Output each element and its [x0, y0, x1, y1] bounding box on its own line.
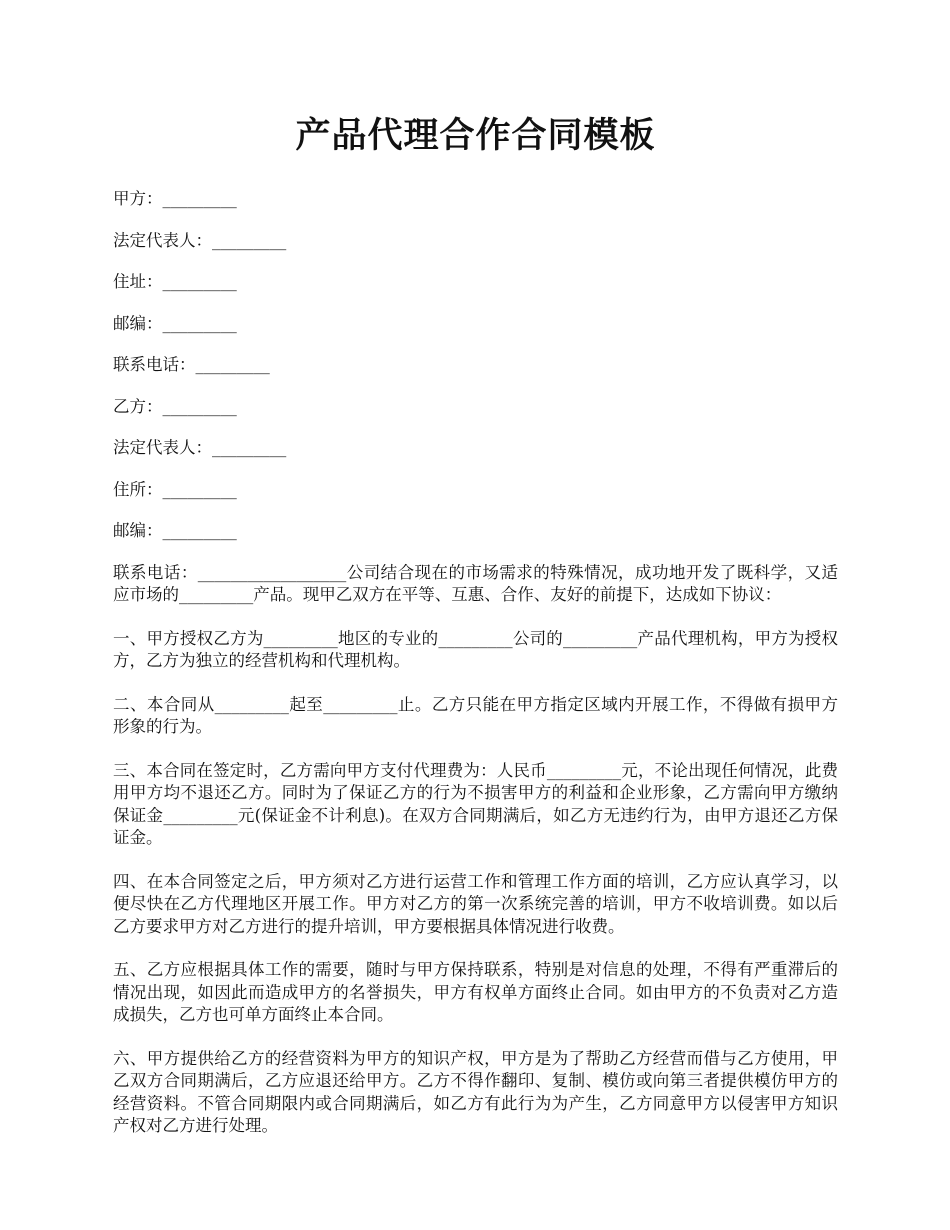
clause-1-paragraph: 一、甲方授权乙方为_________地区的专业的_________公司的_________产品代理机构，甲方为授权方，乙方为独立的经营机构和代理机构。 [113, 628, 838, 670]
party-b-residence-field: 住所：_________ [113, 479, 237, 499]
clause-6-paragraph: 六、甲方提供给乙方的经营资料为甲方的知识产权，甲方是为了帮助乙方经营而借与乙方使用，甲乙双方合同期满后，乙方应退还给甲方。乙方不得作翻印、复制、模仿或向第三者提供模仿甲方的经营资料。不管合同期限内或合同期满后，如乙方有此行为为产生，乙方同意甲方以侵害甲方知识产权对乙方进行处理。 [113, 1048, 838, 1135]
party-info-section [113, 188, 838, 542]
party-a-address-field: 住址：_________ [113, 272, 237, 291]
intro-paragraph: 联系电话：__________________公司结合现在的市场需求的特殊情况，成功地开发了既科学，又适应市场的_________产品。现甲乙双方在平等、互惠、合作、友好的前提下，达成如下协议： [113, 562, 838, 604]
clause-2-paragraph: 二、本合同从_________起至_________止。乙方只能在甲方指定区域内开展工作，不得做有损甲方形象的行为。 [113, 694, 838, 736]
party-a-field: 甲方：_________ [113, 189, 237, 208]
party-b-field: 乙方：_________ [113, 396, 237, 416]
party-b-postcode-field: 邮编：_________ [113, 521, 237, 540]
clause-3-paragraph: 三、本合同在签定时，乙方需向甲方支付代理费为：人民币_________元，不论出现任何情况，此费用甲方均不退还乙方。同时为了保证乙方的行为不损害甲方的利益和企业形象，乙方需向甲方缴纳保证金_________元(保证金不计利息)。在双方合同期满后，如乙方无违约行为，由甲方退还乙方保证金。 [113, 760, 838, 847]
party-a-legal-rep-field: 法定代表人：_________ [113, 230, 287, 250]
party-a-phone-field: 联系电话：_________ [113, 355, 270, 374]
clause-5-paragraph: 五、乙方应根据具体工作的需要，随时与甲方保持联系，特别是对信息的处理，不得有严重滞后的情况出现，如因此而造成甲方的名誉损失，甲方有权单方面终止合同。如由甲方的不负责对乙方造成损失，乙方也可单方面终止本合同。 [113, 960, 838, 1024]
party-b-legal-rep-field: 法定代表人：_________ [113, 438, 287, 457]
contract-body [113, 562, 838, 1138]
party-a-postcode-field: 邮编：_________ [113, 313, 237, 333]
document-title: 产品代理合作合同模板 [295, 115, 656, 156]
clause-4-paragraph: 四、在本合同签定之后，甲方须对乙方进行运营工作和管理工作方面的培训，乙方应认真学习，以便尽快在乙方代理地区开展工作。甲方对乙方的第一次系统完善的培训，甲方不收培训费。如以后乙方要求甲方对乙方进行的提升培训，甲方要根据具体情况进行收费。 [113, 871, 838, 936]
